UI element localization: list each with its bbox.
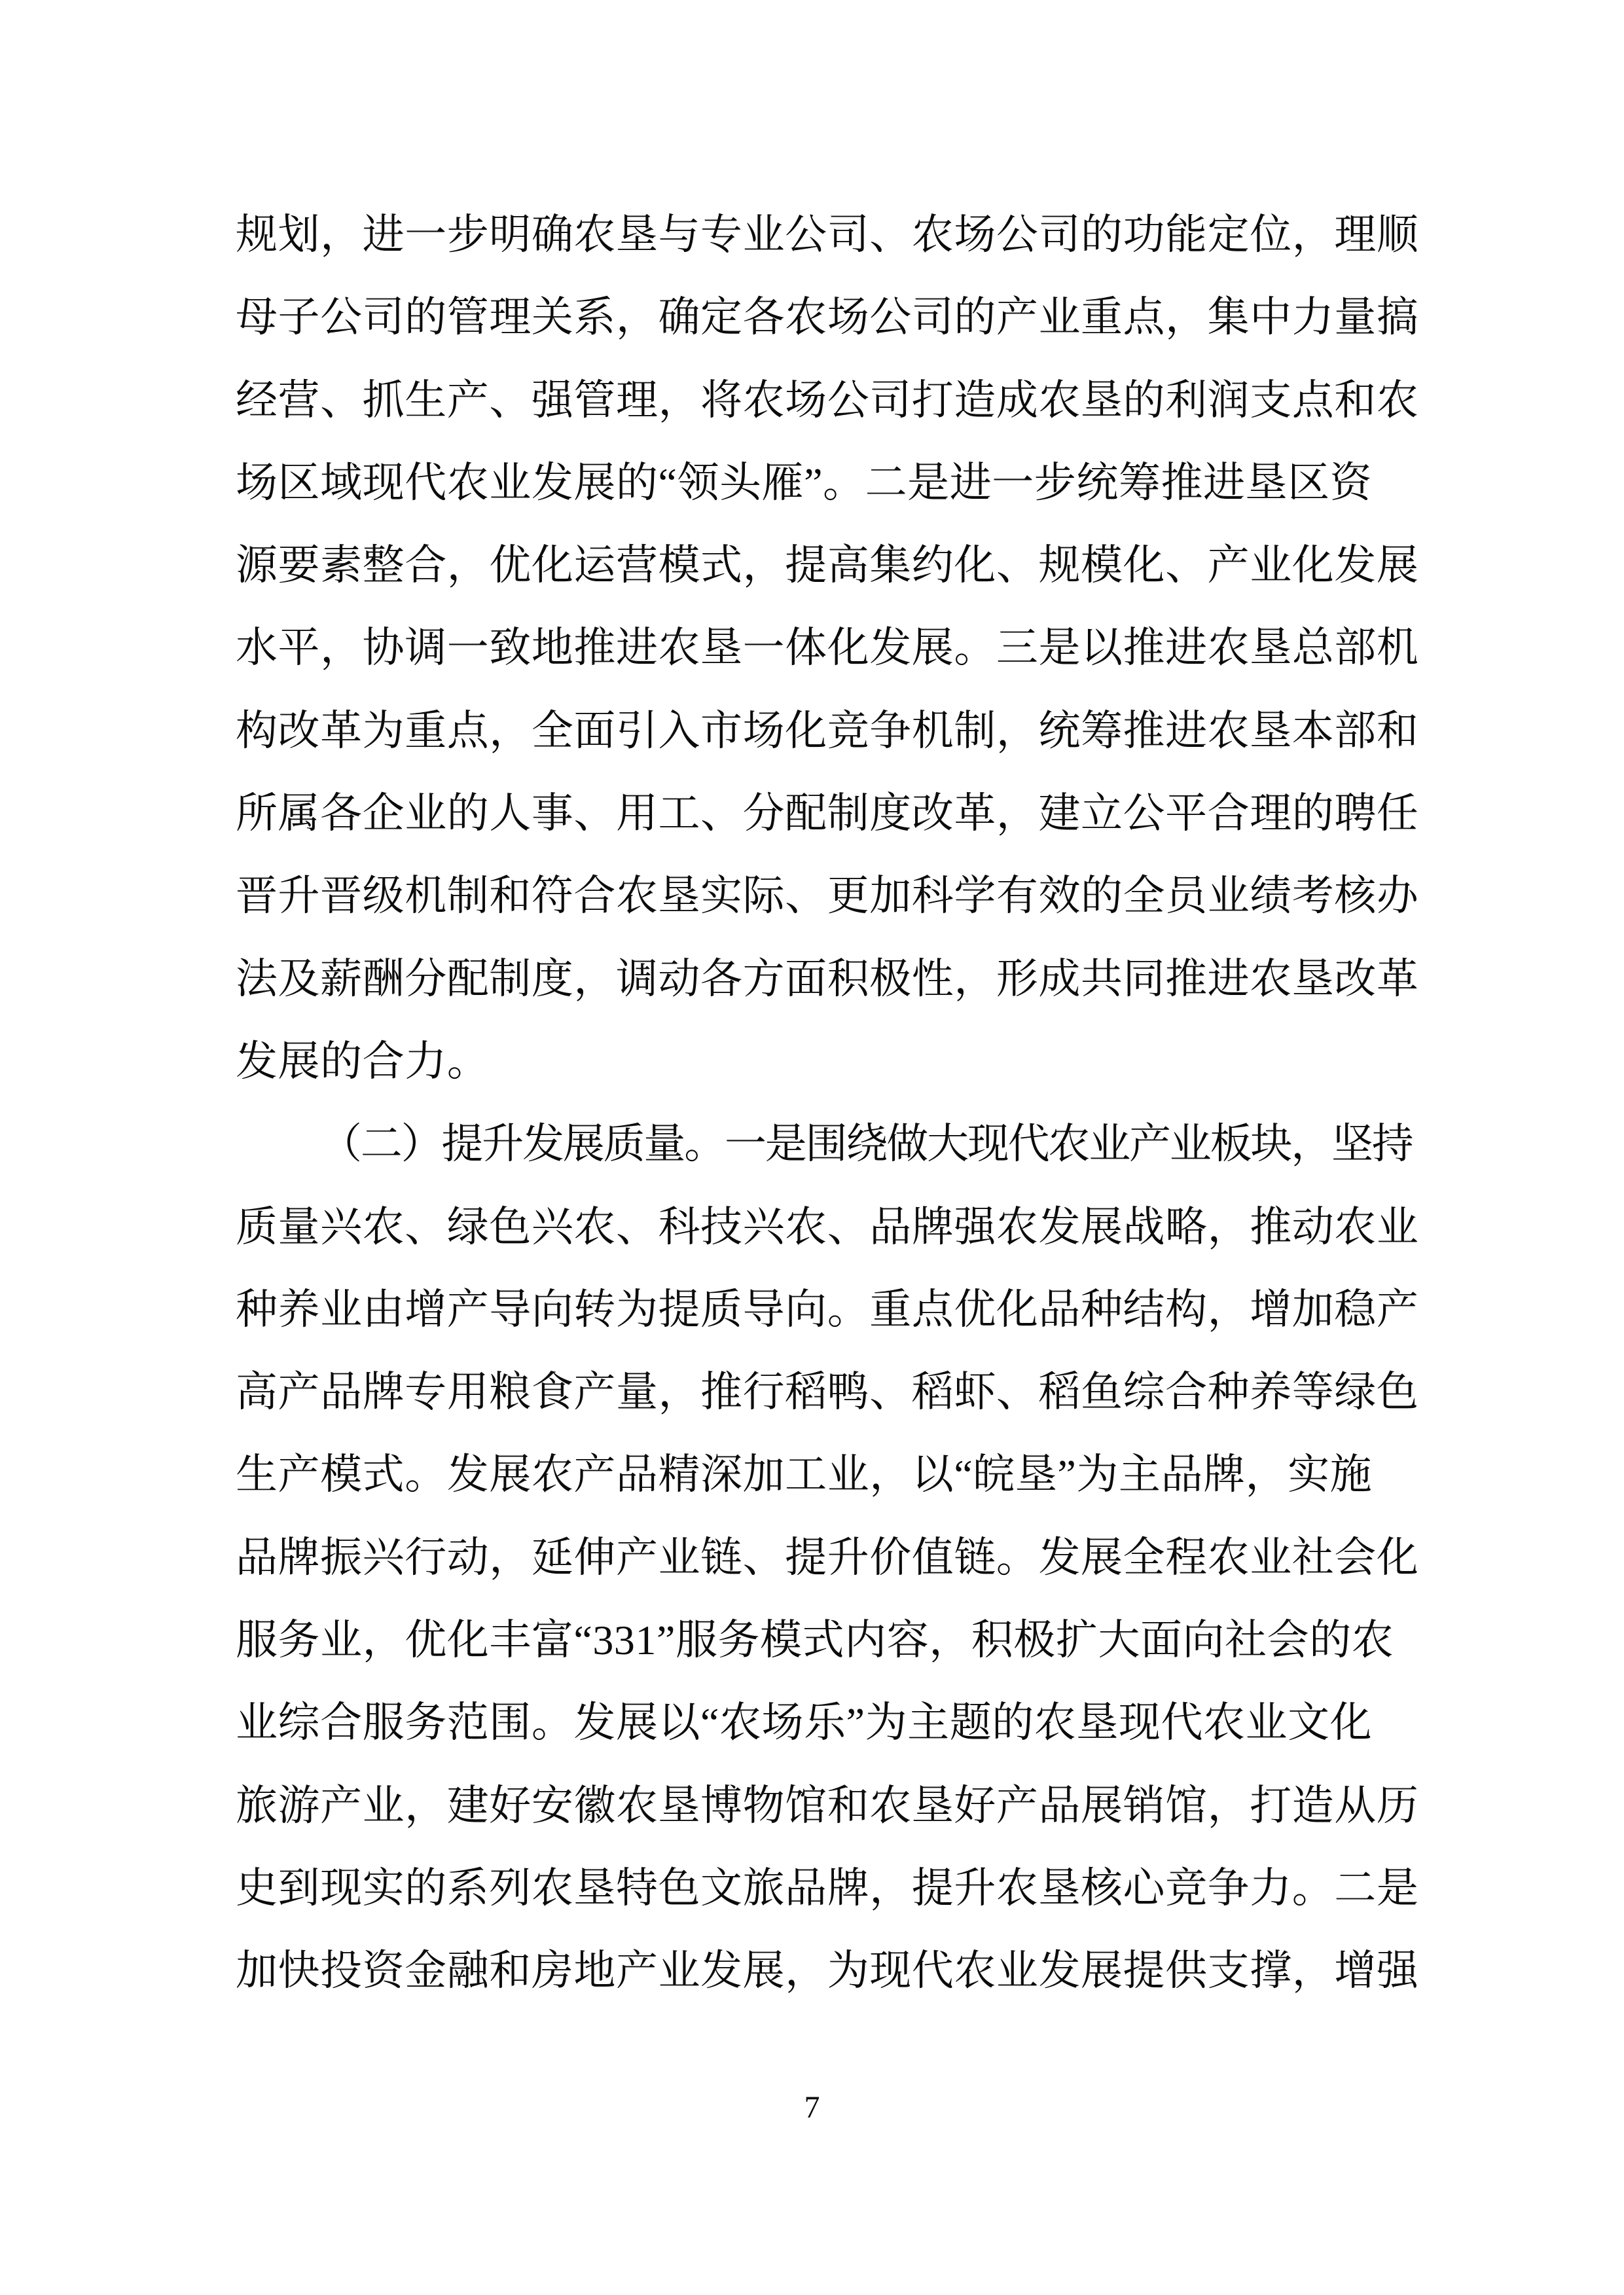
text-line: 质量兴农、绿色兴农、科技兴农、品牌强农发展战略，推动农业 xyxy=(236,1203,1419,1250)
text-line: 构改革为重点，全面引入市场化竞争机制，统筹推进农垦本部和 xyxy=(236,707,1419,754)
text-line: 旅游产业，建好安徽农垦博物馆和农垦好产品展销馆，打造从历 xyxy=(236,1782,1419,1829)
text-line: 源要素整合，优化运营模式，提高集约化、规模化、产业化发展 xyxy=(236,542,1419,589)
text-line-paragraph-start: （二）提升发展质量。一是围绕做大现代农业产业板块，坚持 xyxy=(320,1121,1413,1168)
text-line: 水平，协调一致地推进农垦一体化发展。三是以推进农垦总部机 xyxy=(236,624,1419,672)
page-number: 7 xyxy=(804,2090,820,2125)
text-line: 晋升晋级机制和符合农垦实际、更加科学有效的全员业绩考核办 xyxy=(236,873,1419,920)
text-line: 所属各企业的人事、用工、分配制度改革，建立公平合理的聘任 xyxy=(236,790,1419,837)
text-line: 史到现实的系列农垦特色文旅品牌，提升农垦核心竞争力。二是 xyxy=(236,1864,1419,1911)
text-line: 经营、抓生产、强管理，将农场公司打造成农垦的利润支点和农 xyxy=(236,376,1419,424)
text-line: 场区域现代农业发展的“领头雁”。二是进一步统筹推进垦区资 xyxy=(236,459,1373,506)
text-line: 服务业，优化丰富“331”服务模式内容，积极扩大面向社会的农 xyxy=(236,1617,1394,1664)
text-line: 生产模式。发展农产品精深加工业，以“皖垦”为主品牌，实施 xyxy=(236,1451,1373,1498)
text-line: 种养业由增产导向转为提质导向。重点优化品种结构，增加稳产 xyxy=(236,1286,1419,1333)
text-line: 加快投资金融和房地产业发展，为现代农业发展提供支撑，增强 xyxy=(236,1947,1419,1995)
text-line: 品牌振兴行动，延伸产业链、提升价值链。发展全程农业社会化 xyxy=(236,1534,1419,1581)
text-line: 母子公司的管理关系，确定各农场公司的产业重点，集中力量搞 xyxy=(236,294,1419,341)
text-line: 高产品牌专用粮食产量，推行稻鸭、稻虾、稻鱼综合种养等绿色 xyxy=(236,1369,1419,1416)
text-line: 业综合服务范围。发展以“农场乐”为主题的农垦现代农业文化 xyxy=(236,1699,1373,1746)
text-line: 规划，进一步明确农垦与专业公司、农场公司的功能定位，理顺 xyxy=(236,211,1419,258)
text-line: 法及薪酬分配制度，调动各方面积极性，形成共同推进农垦改革 xyxy=(236,955,1419,1002)
body-text xyxy=(236,194,1419,2013)
text-line-paragraph-end: 发展的合力。 xyxy=(236,1038,490,1085)
